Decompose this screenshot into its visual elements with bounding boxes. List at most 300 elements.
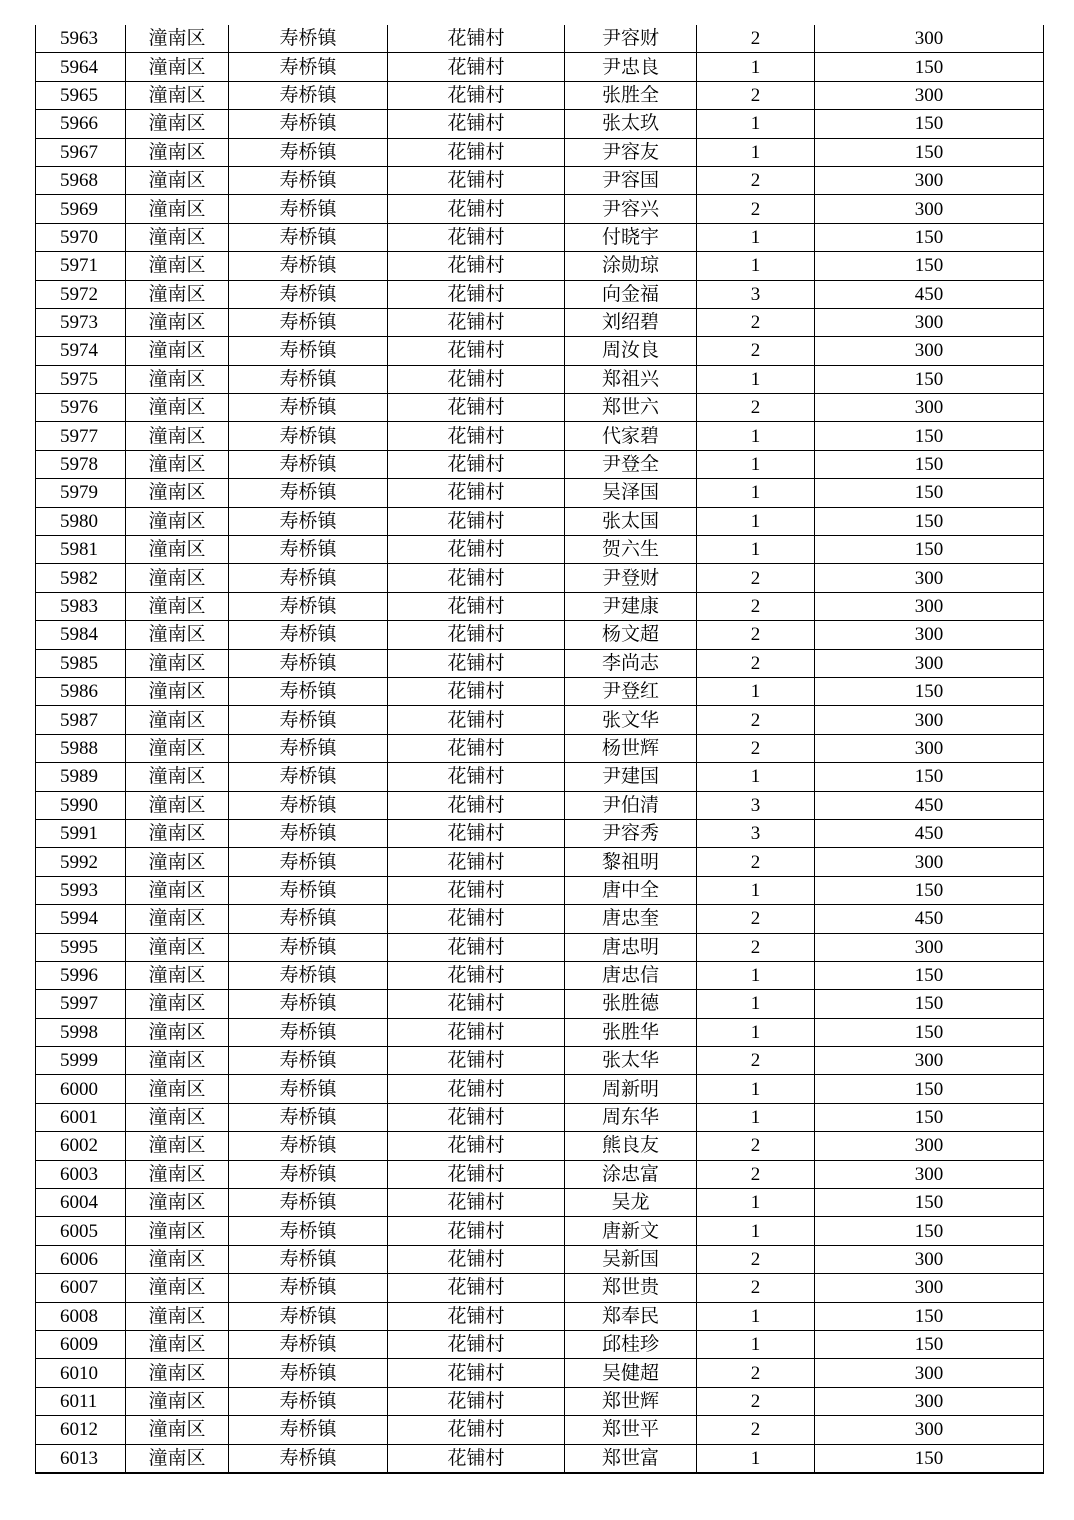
name-cell: 吴健超	[565, 1359, 697, 1387]
row-number-cell: 6013	[36, 1444, 126, 1473]
row-number-cell: 6010	[36, 1359, 126, 1387]
count-cell: 1	[697, 53, 815, 81]
count-cell: 1	[697, 450, 815, 478]
table-row	[36, 1330, 1044, 1358]
row-number-cell: 5988	[36, 734, 126, 762]
row-number-cell: 6006	[36, 1245, 126, 1273]
name-cell: 尹容秀	[565, 819, 697, 847]
table-row	[36, 1160, 1044, 1188]
town-cell: 寿桥镇	[229, 905, 388, 933]
row-number-cell: 5972	[36, 280, 126, 308]
town-cell: 寿桥镇	[229, 1132, 388, 1160]
name-cell: 李尚志	[565, 649, 697, 677]
table-row	[36, 819, 1044, 847]
count-cell: 2	[697, 1132, 815, 1160]
district-cell: 潼南区	[126, 138, 229, 166]
row-number-cell: 6007	[36, 1274, 126, 1302]
table-row	[36, 1416, 1044, 1444]
row-number-cell: 5998	[36, 1018, 126, 1046]
name-cell: 郑世平	[565, 1416, 697, 1444]
amount-cell: 300	[815, 1047, 1044, 1075]
town-cell: 寿桥镇	[229, 706, 388, 734]
village-cell: 花铺村	[388, 1160, 565, 1188]
name-cell: 张文华	[565, 706, 697, 734]
table-row	[36, 1387, 1044, 1415]
row-number-cell: 5983	[36, 592, 126, 620]
table-row	[36, 110, 1044, 138]
town-cell: 寿桥镇	[229, 763, 388, 791]
count-cell: 2	[697, 25, 815, 53]
town-cell: 寿桥镇	[229, 1444, 388, 1473]
amount-cell: 150	[815, 252, 1044, 280]
district-cell: 潼南区	[126, 763, 229, 791]
town-cell: 寿桥镇	[229, 1075, 388, 1103]
district-cell: 潼南区	[126, 933, 229, 961]
amount-cell: 150	[815, 1103, 1044, 1131]
village-cell: 花铺村	[388, 1416, 565, 1444]
name-cell: 唐忠信	[565, 961, 697, 989]
district-cell: 潼南区	[126, 223, 229, 251]
village-cell: 花铺村	[388, 621, 565, 649]
district-cell: 潼南区	[126, 1217, 229, 1245]
village-cell: 花铺村	[388, 592, 565, 620]
name-cell: 郑世六	[565, 394, 697, 422]
row-number-cell: 5994	[36, 905, 126, 933]
count-cell: 1	[697, 365, 815, 393]
table-row	[36, 1359, 1044, 1387]
amount-cell: 300	[815, 649, 1044, 677]
amount-cell: 150	[815, 1075, 1044, 1103]
table-row	[36, 1075, 1044, 1103]
district-cell: 潼南区	[126, 195, 229, 223]
table-row	[36, 564, 1044, 592]
count-cell: 2	[697, 1359, 815, 1387]
row-number-cell: 5999	[36, 1047, 126, 1075]
village-cell: 花铺村	[388, 166, 565, 194]
town-cell: 寿桥镇	[229, 1047, 388, 1075]
count-cell: 2	[697, 337, 815, 365]
village-cell: 花铺村	[388, 195, 565, 223]
name-cell: 郑祖兴	[565, 365, 697, 393]
amount-cell: 150	[815, 507, 1044, 535]
row-number-cell: 5965	[36, 81, 126, 109]
count-cell: 2	[697, 592, 815, 620]
table-row	[36, 536, 1044, 564]
district-cell: 潼南区	[126, 819, 229, 847]
row-number-cell: 5981	[36, 536, 126, 564]
count-cell: 2	[697, 706, 815, 734]
name-cell: 代家碧	[565, 422, 697, 450]
town-cell: 寿桥镇	[229, 394, 388, 422]
village-cell: 花铺村	[388, 1103, 565, 1131]
village-cell: 花铺村	[388, 763, 565, 791]
village-cell: 花铺村	[388, 564, 565, 592]
name-cell: 张太玖	[565, 110, 697, 138]
district-cell: 潼南区	[126, 1444, 229, 1473]
table-row	[36, 734, 1044, 762]
count-cell: 1	[697, 677, 815, 705]
town-cell: 寿桥镇	[229, 677, 388, 705]
count-cell: 2	[697, 1160, 815, 1188]
village-cell: 花铺村	[388, 365, 565, 393]
village-cell: 花铺村	[388, 677, 565, 705]
district-cell: 潼南区	[126, 734, 229, 762]
village-cell: 花铺村	[388, 1245, 565, 1273]
town-cell: 寿桥镇	[229, 507, 388, 535]
row-number-cell: 5984	[36, 621, 126, 649]
town-cell: 寿桥镇	[229, 1302, 388, 1330]
district-cell: 潼南区	[126, 1359, 229, 1387]
name-cell: 邱桂珍	[565, 1330, 697, 1358]
town-cell: 寿桥镇	[229, 308, 388, 336]
name-cell: 吴泽国	[565, 479, 697, 507]
town-cell: 寿桥镇	[229, 280, 388, 308]
district-cell: 潼南区	[126, 1416, 229, 1444]
row-number-cell: 5986	[36, 677, 126, 705]
district-cell: 潼南区	[126, 166, 229, 194]
amount-cell: 300	[815, 337, 1044, 365]
row-number-cell: 5970	[36, 223, 126, 251]
amount-cell: 150	[815, 1444, 1044, 1473]
count-cell: 2	[697, 848, 815, 876]
amount-cell: 300	[815, 621, 1044, 649]
row-number-cell: 5976	[36, 394, 126, 422]
count-cell: 2	[697, 1047, 815, 1075]
count-cell: 1	[697, 1103, 815, 1131]
village-cell: 花铺村	[388, 1330, 565, 1358]
row-number-cell: 6004	[36, 1189, 126, 1217]
count-cell: 2	[697, 621, 815, 649]
district-cell: 潼南区	[126, 961, 229, 989]
town-cell: 寿桥镇	[229, 1217, 388, 1245]
district-cell: 潼南区	[126, 706, 229, 734]
village-cell: 花铺村	[388, 53, 565, 81]
amount-cell: 300	[815, 81, 1044, 109]
count-cell: 2	[697, 905, 815, 933]
table-row	[36, 1018, 1044, 1046]
row-number-cell: 5987	[36, 706, 126, 734]
amount-cell: 300	[815, 734, 1044, 762]
table-row	[36, 677, 1044, 705]
town-cell: 寿桥镇	[229, 1160, 388, 1188]
name-cell: 涂忠富	[565, 1160, 697, 1188]
district-cell: 潼南区	[126, 876, 229, 904]
amount-cell: 150	[815, 1330, 1044, 1358]
name-cell: 尹建康	[565, 592, 697, 620]
name-cell: 尹容国	[565, 166, 697, 194]
district-cell: 潼南区	[126, 308, 229, 336]
village-cell: 花铺村	[388, 1444, 565, 1473]
name-cell: 尹建国	[565, 763, 697, 791]
amount-cell: 300	[815, 1245, 1044, 1273]
district-cell: 潼南区	[126, 621, 229, 649]
name-cell: 尹容财	[565, 25, 697, 53]
table-row	[36, 365, 1044, 393]
amount-cell: 450	[815, 791, 1044, 819]
district-cell: 潼南区	[126, 1330, 229, 1358]
district-cell: 潼南区	[126, 1047, 229, 1075]
name-cell: 尹容友	[565, 138, 697, 166]
town-cell: 寿桥镇	[229, 961, 388, 989]
village-cell: 花铺村	[388, 1047, 565, 1075]
district-cell: 潼南区	[126, 110, 229, 138]
table-row	[36, 507, 1044, 535]
village-cell: 花铺村	[388, 933, 565, 961]
amount-cell: 300	[815, 1387, 1044, 1415]
amount-cell: 450	[815, 280, 1044, 308]
table-row	[36, 592, 1044, 620]
table-row	[36, 1103, 1044, 1131]
district-cell: 潼南区	[126, 365, 229, 393]
count-cell: 1	[697, 1018, 815, 1046]
district-cell: 潼南区	[126, 990, 229, 1018]
district-cell: 潼南区	[126, 252, 229, 280]
town-cell: 寿桥镇	[229, 195, 388, 223]
village-cell: 花铺村	[388, 422, 565, 450]
town-cell: 寿桥镇	[229, 536, 388, 564]
table-row	[36, 479, 1044, 507]
town-cell: 寿桥镇	[229, 138, 388, 166]
count-cell: 2	[697, 1245, 815, 1273]
district-cell: 潼南区	[126, 337, 229, 365]
town-cell: 寿桥镇	[229, 791, 388, 819]
table-row	[36, 195, 1044, 223]
count-cell: 1	[697, 223, 815, 251]
name-cell: 尹容兴	[565, 195, 697, 223]
table-row	[36, 81, 1044, 109]
count-cell: 1	[697, 422, 815, 450]
village-cell: 花铺村	[388, 1302, 565, 1330]
district-cell: 潼南区	[126, 53, 229, 81]
table-row	[36, 990, 1044, 1018]
amount-cell: 150	[815, 450, 1044, 478]
count-cell: 2	[697, 1274, 815, 1302]
name-cell: 吴龙	[565, 1189, 697, 1217]
village-cell: 花铺村	[388, 649, 565, 677]
table-row	[36, 252, 1044, 280]
village-cell: 花铺村	[388, 1018, 565, 1046]
district-cell: 潼南区	[126, 422, 229, 450]
count-cell: 1	[697, 1330, 815, 1358]
town-cell: 寿桥镇	[229, 223, 388, 251]
village-cell: 花铺村	[388, 507, 565, 535]
table-row	[36, 308, 1044, 336]
amount-cell: 300	[815, 394, 1044, 422]
row-number-cell: 5967	[36, 138, 126, 166]
table-row	[36, 848, 1044, 876]
district-cell: 潼南区	[126, 905, 229, 933]
table-row	[36, 138, 1044, 166]
table-row	[36, 1132, 1044, 1160]
table-row	[36, 621, 1044, 649]
table-row	[36, 905, 1044, 933]
town-cell: 寿桥镇	[229, 422, 388, 450]
row-number-cell: 5993	[36, 876, 126, 904]
row-number-cell: 6012	[36, 1416, 126, 1444]
count-cell: 1	[697, 138, 815, 166]
village-cell: 花铺村	[388, 110, 565, 138]
town-cell: 寿桥镇	[229, 1274, 388, 1302]
row-number-cell: 5969	[36, 195, 126, 223]
town-cell: 寿桥镇	[229, 592, 388, 620]
town-cell: 寿桥镇	[229, 110, 388, 138]
district-cell: 潼南区	[126, 791, 229, 819]
amount-cell: 300	[815, 1274, 1044, 1302]
name-cell: 付晓宇	[565, 223, 697, 251]
count-cell: 2	[697, 308, 815, 336]
count-cell: 1	[697, 536, 815, 564]
count-cell: 1	[697, 479, 815, 507]
table-row	[36, 25, 1044, 53]
village-cell: 花铺村	[388, 223, 565, 251]
amount-cell: 150	[815, 53, 1044, 81]
name-cell: 张胜德	[565, 990, 697, 1018]
count-cell: 2	[697, 394, 815, 422]
village-cell: 花铺村	[388, 706, 565, 734]
row-number-cell: 6002	[36, 1132, 126, 1160]
village-cell: 花铺村	[388, 25, 565, 53]
row-number-cell: 5974	[36, 337, 126, 365]
amount-cell: 150	[815, 536, 1044, 564]
district-cell: 潼南区	[126, 1189, 229, 1217]
count-cell: 3	[697, 280, 815, 308]
row-number-cell: 5973	[36, 308, 126, 336]
table-row	[36, 1444, 1044, 1473]
name-cell: 杨世辉	[565, 734, 697, 762]
village-cell: 花铺村	[388, 961, 565, 989]
row-number-cell: 6005	[36, 1217, 126, 1245]
name-cell: 唐忠奎	[565, 905, 697, 933]
village-cell: 花铺村	[388, 1075, 565, 1103]
count-cell: 2	[697, 1387, 815, 1415]
district-cell: 潼南区	[126, 536, 229, 564]
village-cell: 花铺村	[388, 1189, 565, 1217]
amount-cell: 300	[815, 166, 1044, 194]
name-cell: 张太华	[565, 1047, 697, 1075]
row-number-cell: 5977	[36, 422, 126, 450]
row-number-cell: 5997	[36, 990, 126, 1018]
name-cell: 熊良友	[565, 1132, 697, 1160]
count-cell: 2	[697, 195, 815, 223]
town-cell: 寿桥镇	[229, 252, 388, 280]
row-number-cell: 5979	[36, 479, 126, 507]
district-cell: 潼南区	[126, 677, 229, 705]
district-cell: 潼南区	[126, 25, 229, 53]
amount-cell: 300	[815, 564, 1044, 592]
row-number-cell: 5971	[36, 252, 126, 280]
table-body	[36, 25, 1044, 1473]
town-cell: 寿桥镇	[229, 1330, 388, 1358]
village-cell: 花铺村	[388, 876, 565, 904]
name-cell: 贺六生	[565, 536, 697, 564]
amount-cell: 150	[815, 763, 1044, 791]
village-cell: 花铺村	[388, 1359, 565, 1387]
town-cell: 寿桥镇	[229, 1018, 388, 1046]
row-number-cell: 6001	[36, 1103, 126, 1131]
amount-cell: 150	[815, 961, 1044, 989]
district-cell: 潼南区	[126, 1274, 229, 1302]
row-number-cell: 5992	[36, 848, 126, 876]
table-row	[36, 791, 1044, 819]
table-row	[36, 1189, 1044, 1217]
district-cell: 潼南区	[126, 479, 229, 507]
row-number-cell: 5980	[36, 507, 126, 535]
amount-cell: 300	[815, 1160, 1044, 1188]
town-cell: 寿桥镇	[229, 1103, 388, 1131]
town-cell: 寿桥镇	[229, 819, 388, 847]
name-cell: 郑奉民	[565, 1302, 697, 1330]
village-cell: 花铺村	[388, 252, 565, 280]
amount-cell: 150	[815, 1189, 1044, 1217]
amount-cell: 300	[815, 1359, 1044, 1387]
town-cell: 寿桥镇	[229, 649, 388, 677]
name-cell: 尹伯清	[565, 791, 697, 819]
count-cell: 1	[697, 763, 815, 791]
name-cell: 尹登财	[565, 564, 697, 592]
amount-cell: 150	[815, 138, 1044, 166]
town-cell: 寿桥镇	[229, 734, 388, 762]
district-cell: 潼南区	[126, 592, 229, 620]
town-cell: 寿桥镇	[229, 450, 388, 478]
amount-cell: 150	[815, 876, 1044, 904]
table-row	[36, 450, 1044, 478]
district-cell: 潼南区	[126, 1302, 229, 1330]
row-number-cell: 5985	[36, 649, 126, 677]
village-cell: 花铺村	[388, 81, 565, 109]
district-cell: 潼南区	[126, 1075, 229, 1103]
count-cell: 1	[697, 1189, 815, 1217]
district-cell: 潼南区	[126, 394, 229, 422]
count-cell: 1	[697, 1302, 815, 1330]
row-number-cell: 6003	[36, 1160, 126, 1188]
name-cell: 张胜全	[565, 81, 697, 109]
town-cell: 寿桥镇	[229, 25, 388, 53]
table-row	[36, 961, 1044, 989]
count-cell: 2	[697, 1416, 815, 1444]
town-cell: 寿桥镇	[229, 1245, 388, 1273]
district-cell: 潼南区	[126, 848, 229, 876]
village-cell: 花铺村	[388, 479, 565, 507]
row-number-cell: 5989	[36, 763, 126, 791]
amount-cell: 150	[815, 422, 1044, 450]
village-cell: 花铺村	[388, 734, 565, 762]
name-cell: 张太国	[565, 507, 697, 535]
name-cell: 郑世贵	[565, 1274, 697, 1302]
table-row	[36, 933, 1044, 961]
district-cell: 潼南区	[126, 1132, 229, 1160]
table-row	[36, 649, 1044, 677]
amount-cell: 300	[815, 25, 1044, 53]
town-cell: 寿桥镇	[229, 1387, 388, 1415]
amount-cell: 300	[815, 706, 1044, 734]
table-row	[36, 223, 1044, 251]
amount-cell: 300	[815, 933, 1044, 961]
name-cell: 杨文超	[565, 621, 697, 649]
village-cell: 花铺村	[388, 791, 565, 819]
amount-cell: 150	[815, 1302, 1044, 1330]
amount-cell: 150	[815, 223, 1044, 251]
table-row	[36, 422, 1044, 450]
count-cell: 1	[697, 252, 815, 280]
table-row	[36, 53, 1044, 81]
name-cell: 黎祖明	[565, 848, 697, 876]
table-row	[36, 394, 1044, 422]
name-cell: 周汝良	[565, 337, 697, 365]
amount-cell: 450	[815, 905, 1044, 933]
name-cell: 唐忠明	[565, 933, 697, 961]
name-cell: 张胜华	[565, 1018, 697, 1046]
table-row	[36, 166, 1044, 194]
